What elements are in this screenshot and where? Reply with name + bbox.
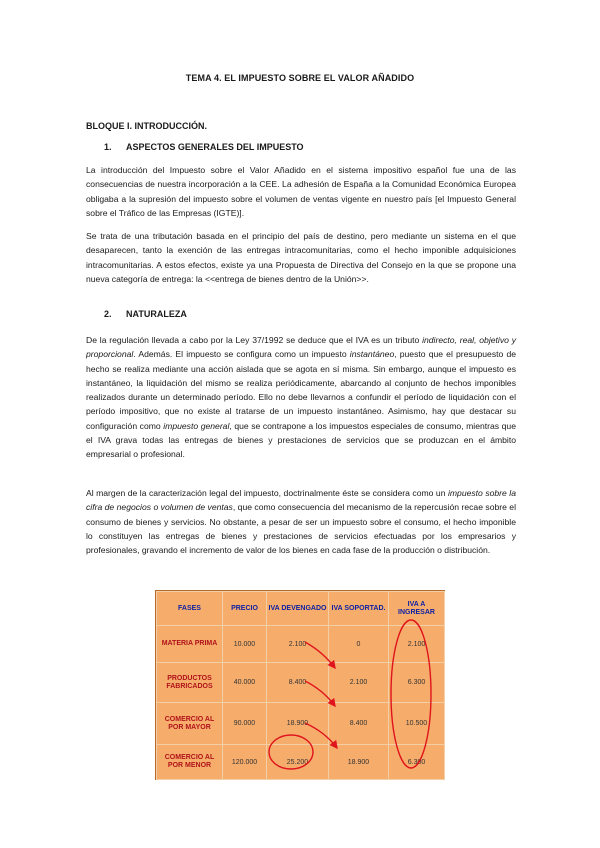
header-iva-soportado: IVA SOPORTAD. — [329, 592, 389, 626]
cell-soportado: 0 — [329, 626, 389, 663]
section-title: ASPECTOS GENERALES DEL IMPUESTO — [126, 142, 304, 152]
paragraph-introduccion: La introducción del Impuesto sobre el Valor Añadido en el sistema impositivo español fue una de las consecuencias de nuestra incorporación a la CEE. La adhesión de España a la Comunidad Económica Europea obligaba a la supresión del impuesto sobre el volumen de ventas vigente en nuestro país [el Impuesto General sobre el Tráfico de las Empresas (IGTE)]. — [86, 165, 516, 218]
table-row — [157, 626, 445, 663]
text-run: , que se contrapone a los impuestos especiales de consumo, mientras que el IVA grava todas las entregas de bienes y prestaciones de servicios que se produzcan en el ámbito empresarial o profesional. — [86, 420, 516, 460]
paragraph-caracterizacion — [86, 486, 516, 557]
cell-precio: 10.000 — [223, 626, 267, 663]
page-title: TEMA 4. EL IMPUESTO SOBRE EL VALOR AÑADIDO — [185, 73, 415, 83]
iva-table — [156, 591, 445, 780]
italic-run: instantáneo — [349, 349, 395, 360]
cell-soportado: 18.900 — [329, 745, 389, 780]
header-iva-ingresar: IVA A INGRESAR — [389, 592, 445, 626]
cell-fase: COMERCIO AL POR MAYOR — [157, 703, 223, 745]
cell-ingresar: 2.100 — [389, 626, 445, 663]
cell-precio: 40.000 — [223, 663, 267, 703]
block-heading: BLOQUE I. INTRODUCCIÓN. — [86, 121, 207, 131]
iva-example-table — [155, 590, 445, 780]
italic-run: impuesto general — [163, 420, 230, 431]
cell-ingresar: 10.500 — [389, 703, 445, 745]
cell-precio: 90.000 — [223, 703, 267, 745]
text-run: . Además. El impuesto se configura como un impuesto — [133, 349, 350, 360]
table-row — [157, 663, 445, 703]
section-number: 1. — [104, 142, 112, 152]
section-title: NATURALEZA — [126, 309, 187, 319]
cell-soportado: 2.100 — [329, 663, 389, 703]
paragraph-tributacion: Se trata de una tributación basada en el principio del país de destino, pero mediante un sistema en el que desaparecen, tanto la exención de las entregas intracomunitarias, como el hecho imponible adquisiciones intracomunitarias. A estos efectos, existe ya una Propuesta de Directiva del Consejo en la que se propone una nueva categoría de entrega: la <<entrega de bienes dentro de la Unión>>. — [86, 231, 516, 284]
cell-soportado: 8.400 — [329, 703, 389, 745]
cell-ingresar: 6.300 — [389, 745, 445, 780]
cell-fase: PRODUCTOS FABRICADOS — [157, 663, 223, 703]
header-precio: PRECIO — [223, 592, 267, 626]
cell-devengado: 18.900 — [267, 703, 329, 745]
section-number: 2. — [104, 309, 112, 319]
paragraph-naturaleza — [86, 333, 516, 462]
table-header-row — [157, 592, 445, 626]
table-row — [157, 703, 445, 745]
table-row — [157, 745, 445, 780]
text-run: De la regulación llevada a cabo por la Ley 37/1992 se deduce que el IVA es un tributo — [86, 335, 423, 345]
section-heading-naturaleza — [104, 309, 187, 319]
italic-run: impuesto sobre la cifra de negocios o volumen de ventas — [86, 488, 516, 513]
cell-fase: MATERIA PRIMA — [157, 626, 223, 663]
cell-precio: 120.000 — [223, 745, 267, 780]
text-run: Al margen de la caracterización legal del impuesto, doctrinalmente éste se considera como un — [86, 488, 448, 498]
text-run: , que como consecuencia del mecanismo de la repercusión recae sobre el consumo de bienes y servicios. No obstante, a pesar de ser un impuesto sobre el consumo, el hecho imponible lo constituyen las entregas de bienes y prestaciones de servicios efectuadas por los empresarios y profesionales, gravando el incremento de valor de los bienes en cada fase de la producción o distribución. — [86, 502, 516, 556]
cell-devengado: 8.400 — [267, 663, 329, 703]
cell-devengado: 25.200 — [267, 745, 329, 780]
header-iva-devengado: IVA DEVENGADO — [267, 592, 329, 626]
text-run: , puesto que el presupuesto de hecho se realiza mediante una acción aislada que se agota en sí misma. Sin embargo, aunque el impuesto es instantáneo, la liquidación del mismo se realiza periódicamente, abarcando al conjunto de hechos imponibles realizados durante un determinado período. Ello no debe llevarnos a confundir el período de liquidación con el período impositivo, que no existe al tratarse de un impuesto instantáneo. Asimismo, hay que destacar su configuración como — [86, 349, 516, 431]
cell-devengado: 2.100 — [267, 626, 329, 663]
section-heading-aspectos — [104, 142, 304, 152]
header-fases: FASES — [157, 592, 223, 626]
cell-fase: COMERCIO AL POR MENOR — [157, 745, 223, 780]
italic-run: indirecto, real, objetivo y proporcional — [86, 335, 517, 360]
cell-ingresar: 6.300 — [389, 663, 445, 703]
